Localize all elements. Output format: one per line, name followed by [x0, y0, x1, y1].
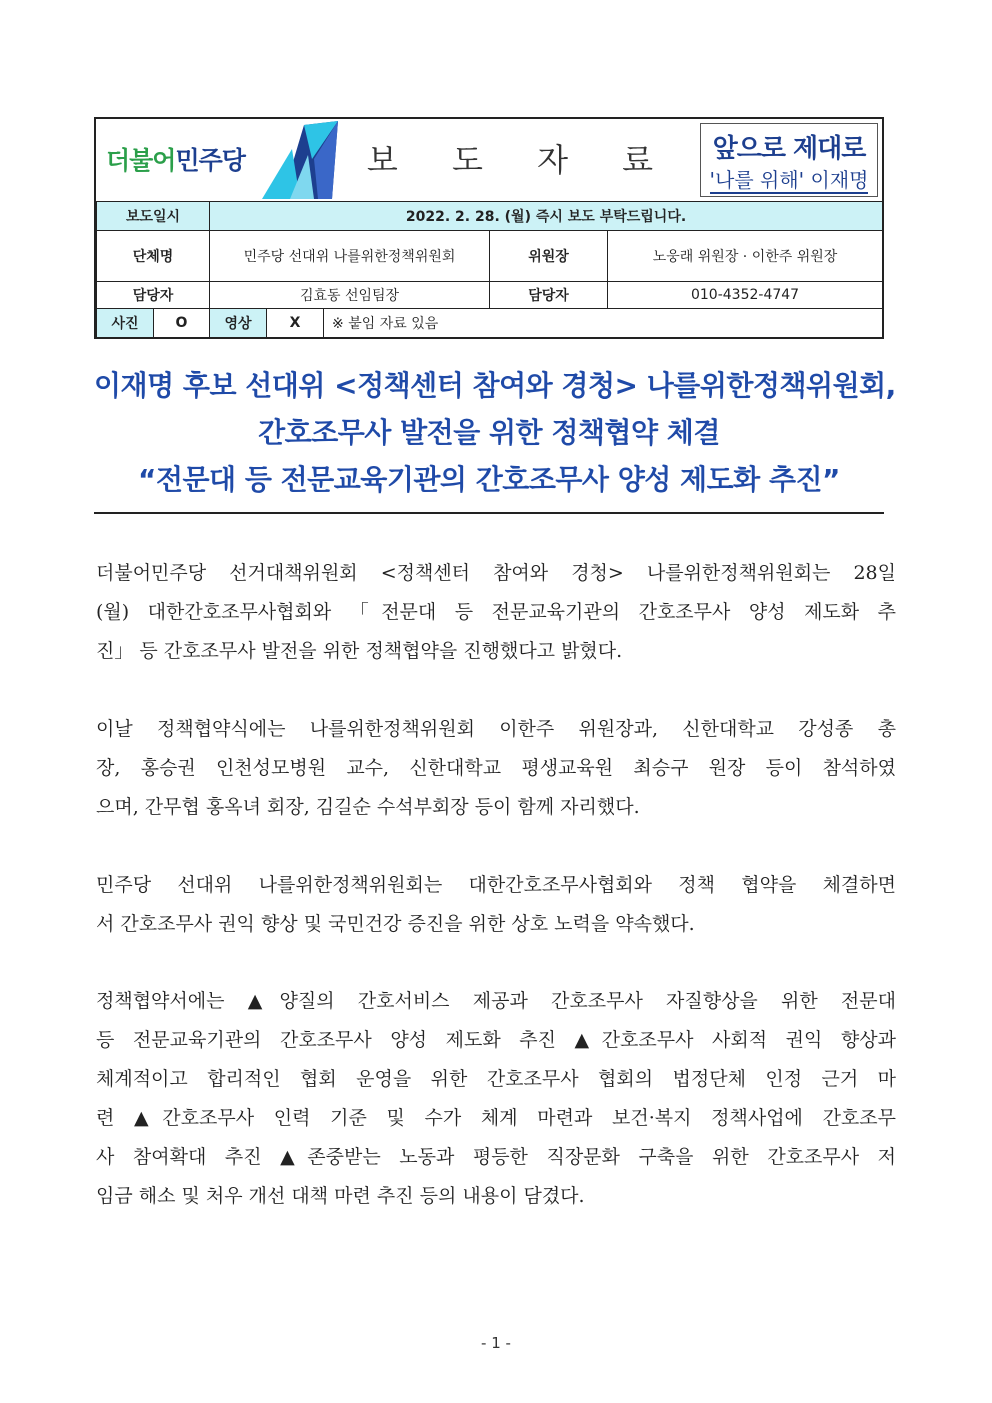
slogan-line-2-text: '나를 위해' 이재명 [709, 168, 869, 192]
paragraph-line: 이날 정책협약식에는 나를위한정책위원회 이한주 위원장과, 신한대학교 강성종 총 [96, 718, 896, 740]
party-logo [96, 119, 346, 201]
slogan-line-1: 앞으로 제대로 [712, 134, 866, 164]
header-top-row [96, 119, 882, 201]
video-label: 영상 [210, 309, 267, 338]
paragraph-2 [96, 710, 896, 827]
chair-label: 위원장 [490, 231, 608, 282]
paragraph-line: 정책협약서에는 ▲양질의 간호서비스 제공과 간호조무사 자질향상을 위한 전문대 [96, 990, 896, 1012]
paragraph-3 [96, 866, 896, 944]
release-date-value: 2022. 2. 28. (월) 즉시 보도 부탁드립니다. [210, 202, 883, 231]
table-row [97, 282, 883, 309]
slogan-line-2 [701, 164, 877, 193]
paragraph-line: (월) 대한간호조무사협회와 「전문대 등 전문교육기관의 간호조무사 양성 제도화 추 [96, 601, 896, 623]
party-emblem-icon [252, 119, 346, 201]
phone-label: 담당자 [490, 282, 608, 309]
contact-value: 김효동 선임팀장 [210, 282, 490, 309]
party-name-blue: 민주당 [175, 146, 245, 175]
headline-line-1: 이재명 후보 선대위 <정책센터 참여와 경청> 나를위한정책위원회, [94, 369, 896, 402]
paragraph-line: 더불어민주당 선거대책위원회 <정책센터 참여와 경청> 나를위한정책위원회는 28일 [96, 562, 896, 584]
table-row [97, 231, 883, 282]
paragraph-line: 으며, 간무협 홍옥녀 회장, 김길순 수석부회장 등이 함께 자리했다. [96, 796, 640, 818]
headline-line-3: “전문대 등 전문교육기관의 간호조무사 양성 제도화 추진” [138, 463, 840, 496]
press-release-header [94, 117, 884, 339]
organization-value: 민주당 선대위 나를위한정책위원회 [210, 231, 490, 282]
page-number: - 1 - [481, 1334, 511, 1352]
paragraph-1 [96, 554, 896, 671]
paragraph-line: 체계적이고 합리적인 협회 운영을 위한 간호조무사 협회의 법정단체 인정 근거 마 [96, 1068, 896, 1090]
table-row [97, 202, 883, 231]
photo-value: O [154, 309, 210, 338]
press-info-table [96, 201, 883, 338]
video-value: X [267, 309, 324, 338]
photo-label: 사진 [97, 309, 154, 338]
contact-label: 담당자 [97, 282, 210, 309]
campaign-slogan [700, 123, 878, 197]
paragraph-4 [96, 982, 896, 1216]
attachment-note: ※ 붙임 자료 있음 [324, 309, 883, 338]
paragraph-line: 장, 홍승권 인천성모병원 교수, 신한대학교 평생교육원 최승구 원장 등이 참석하였 [96, 757, 896, 779]
phone-value: 010-4352-4747 [608, 282, 883, 309]
paragraph-line: 등 전문교육기관의 간호조무사 양성 제도화 추진 ▲간호조무사 사회적 권익 향상과 [96, 1029, 896, 1051]
paragraph-line: 서 간호조무사 권익 향상 및 국민건강 증진을 위한 상호 노력을 약속했다. [96, 913, 695, 935]
headline-line-2: 간호조무사 발전을 위한 정책협약 체결 [258, 416, 720, 449]
headline [94, 362, 896, 503]
paragraph-line: 임금 해소 및 처우 개선 대책 마련 추진 등의 내용이 담겼다. [96, 1185, 585, 1207]
party-name-green: 더불어 [106, 146, 176, 175]
paragraph-line: 련 ▲간호조무사 인력 기준 및 수가 체계 마련과 보건·복지 정책사업에 간호조무 [96, 1107, 896, 1129]
party-name [106, 141, 245, 177]
organization-label: 단체명 [97, 231, 210, 282]
paragraph-line: 민주당 선대위 나를위한정책위원회는 대한간호조무사협회와 정책 협약을 체결하면 [96, 874, 896, 896]
headline-divider [94, 512, 884, 514]
table-row [97, 309, 883, 338]
chair-value: 노웅래 위원장 · 이한주 위원장 [608, 231, 883, 282]
paragraph-line: 사 참여확대 추진 ▲존중받는 노동과 평등한 직장문화 구축을 위한 간호조무사 저 [96, 1146, 896, 1168]
paragraph-line: 진」 등 간호조무사 발전을 위한 정책협약을 진행했다고 밝혔다. [96, 640, 623, 662]
press-release-title: 보 도 자 료 [366, 141, 676, 179]
release-date-label: 보도일시 [97, 202, 210, 231]
